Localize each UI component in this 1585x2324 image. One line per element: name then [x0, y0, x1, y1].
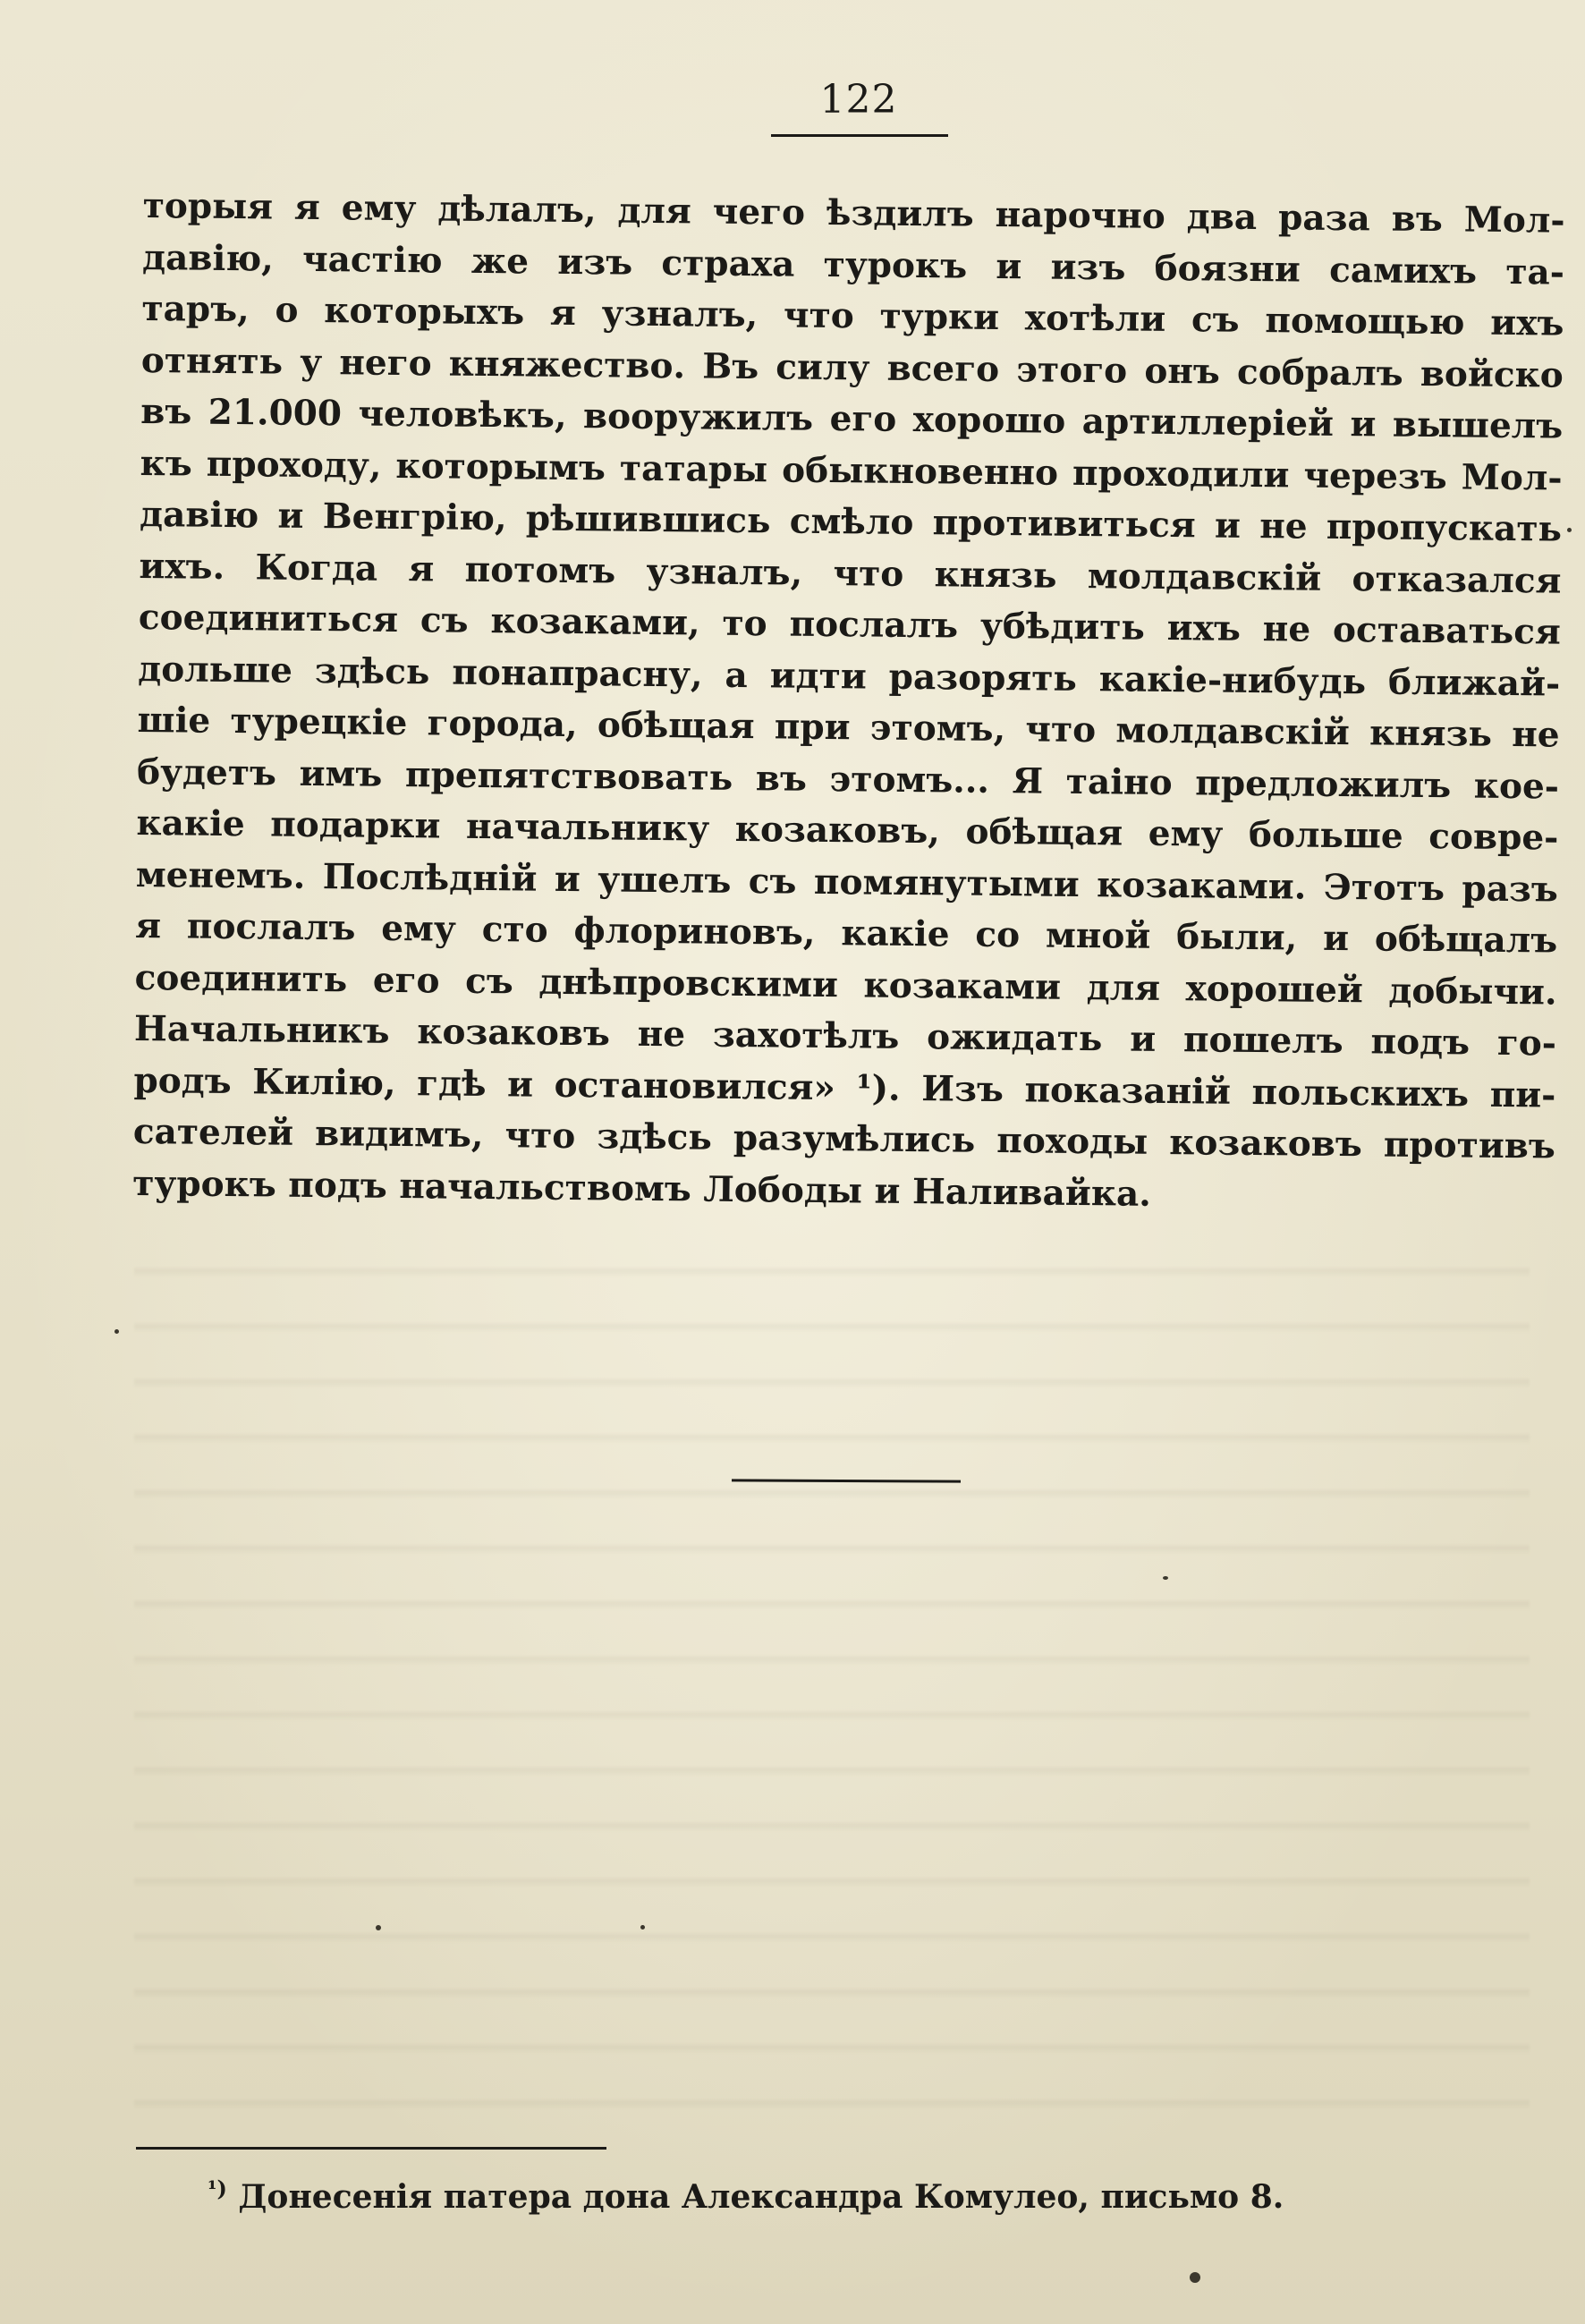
text-line: будетъ имъ препятствовать въ этомъ... Я таіно предложилъ кое-	[136, 751, 1560, 808]
header-rule	[771, 134, 948, 137]
footnote-rule	[136, 2147, 606, 2150]
text-line: соединить его съ днѣпровскими козаками для хорошей добычи.	[134, 956, 1557, 1014]
text-line: Начальникъ козаковъ не захотѣлъ ожидать и пошелъ подъ го-	[133, 1007, 1557, 1064]
paper-speck	[1190, 2272, 1200, 2283]
text-line: шіе турецкіе города, обѣщая при этомъ, что молдавскій князь не	[137, 699, 1560, 756]
page-number: 122	[819, 77, 898, 123]
footnote-text: Донесенія патера дона Александра Комулео, письмо 8.	[238, 2178, 1284, 2216]
text-line: къ проходу, которымъ татары обыкновенно проходили черезъ Мол-	[140, 442, 1563, 499]
paper-speck	[640, 1925, 645, 1930]
text-line: дольше здѣсь понапрасну, а идти разорять какіе-нибудь ближай-	[138, 648, 1561, 705]
paper-speck	[114, 1329, 119, 1334]
text-line: турокъ подъ начальствомъ Лободы и Наливайка.	[132, 1162, 1152, 1215]
paper-speck	[1163, 1576, 1168, 1580]
section-divider	[732, 1479, 961, 1482]
text-line: соединиться съ козаками, то послалъ убѣдить ихъ не оставаться	[138, 596, 1562, 653]
text-line: давію, частію же изъ страха турокъ и изъ боязни самихъ та-	[141, 236, 1565, 293]
text-line: менемъ. Послѣдній и ушелъ съ помянутыми козаками. Этотъ разъ	[135, 853, 1559, 911]
text-line: какіе подарки начальнику козаковъ, обѣщая ему больше совре-	[136, 802, 1559, 859]
text-line: ихъ. Когда я потомъ узналъ, что князь молдавскій отказался	[139, 545, 1562, 602]
paper-speck	[1567, 528, 1572, 532]
paper-speck	[376, 1925, 381, 1930]
footnote	[208, 2176, 1370, 2216]
text-line: отнять у него княжество. Въ силу всего этого онъ собралъ войско	[140, 339, 1564, 396]
text-line: сателей видимъ, что здѣсь разумѣлись походы козаковъ противъ	[132, 1110, 1556, 1167]
body-text	[132, 181, 1565, 1225]
text-line: давію и Венгрію, рѣшившись смѣло противиться и не пропускать	[139, 493, 1563, 550]
text-line: я послалъ ему сто флориновъ, какіе со мной были, и обѣщалъ	[135, 904, 1558, 962]
text-line: родъ Килію, гдѣ и остановился» ¹). Изъ показаній польскихъ пи-	[133, 1059, 1556, 1116]
text-line: таръ, о которыхъ я узналъ, что турки хотѣли съ помощью ихъ	[141, 287, 1564, 344]
text-line: торыя я ему дѣлалъ, для чего ѣздилъ нарочно два раза въ Мол-	[142, 184, 1565, 242]
footnote-marker: ¹)	[208, 2176, 227, 2201]
text-line: въ 21.000 человѣкъ, вооружилъ его хорошо артиллеріей и вышелъ	[140, 390, 1564, 447]
bleed-through-texture	[134, 1234, 1530, 2129]
